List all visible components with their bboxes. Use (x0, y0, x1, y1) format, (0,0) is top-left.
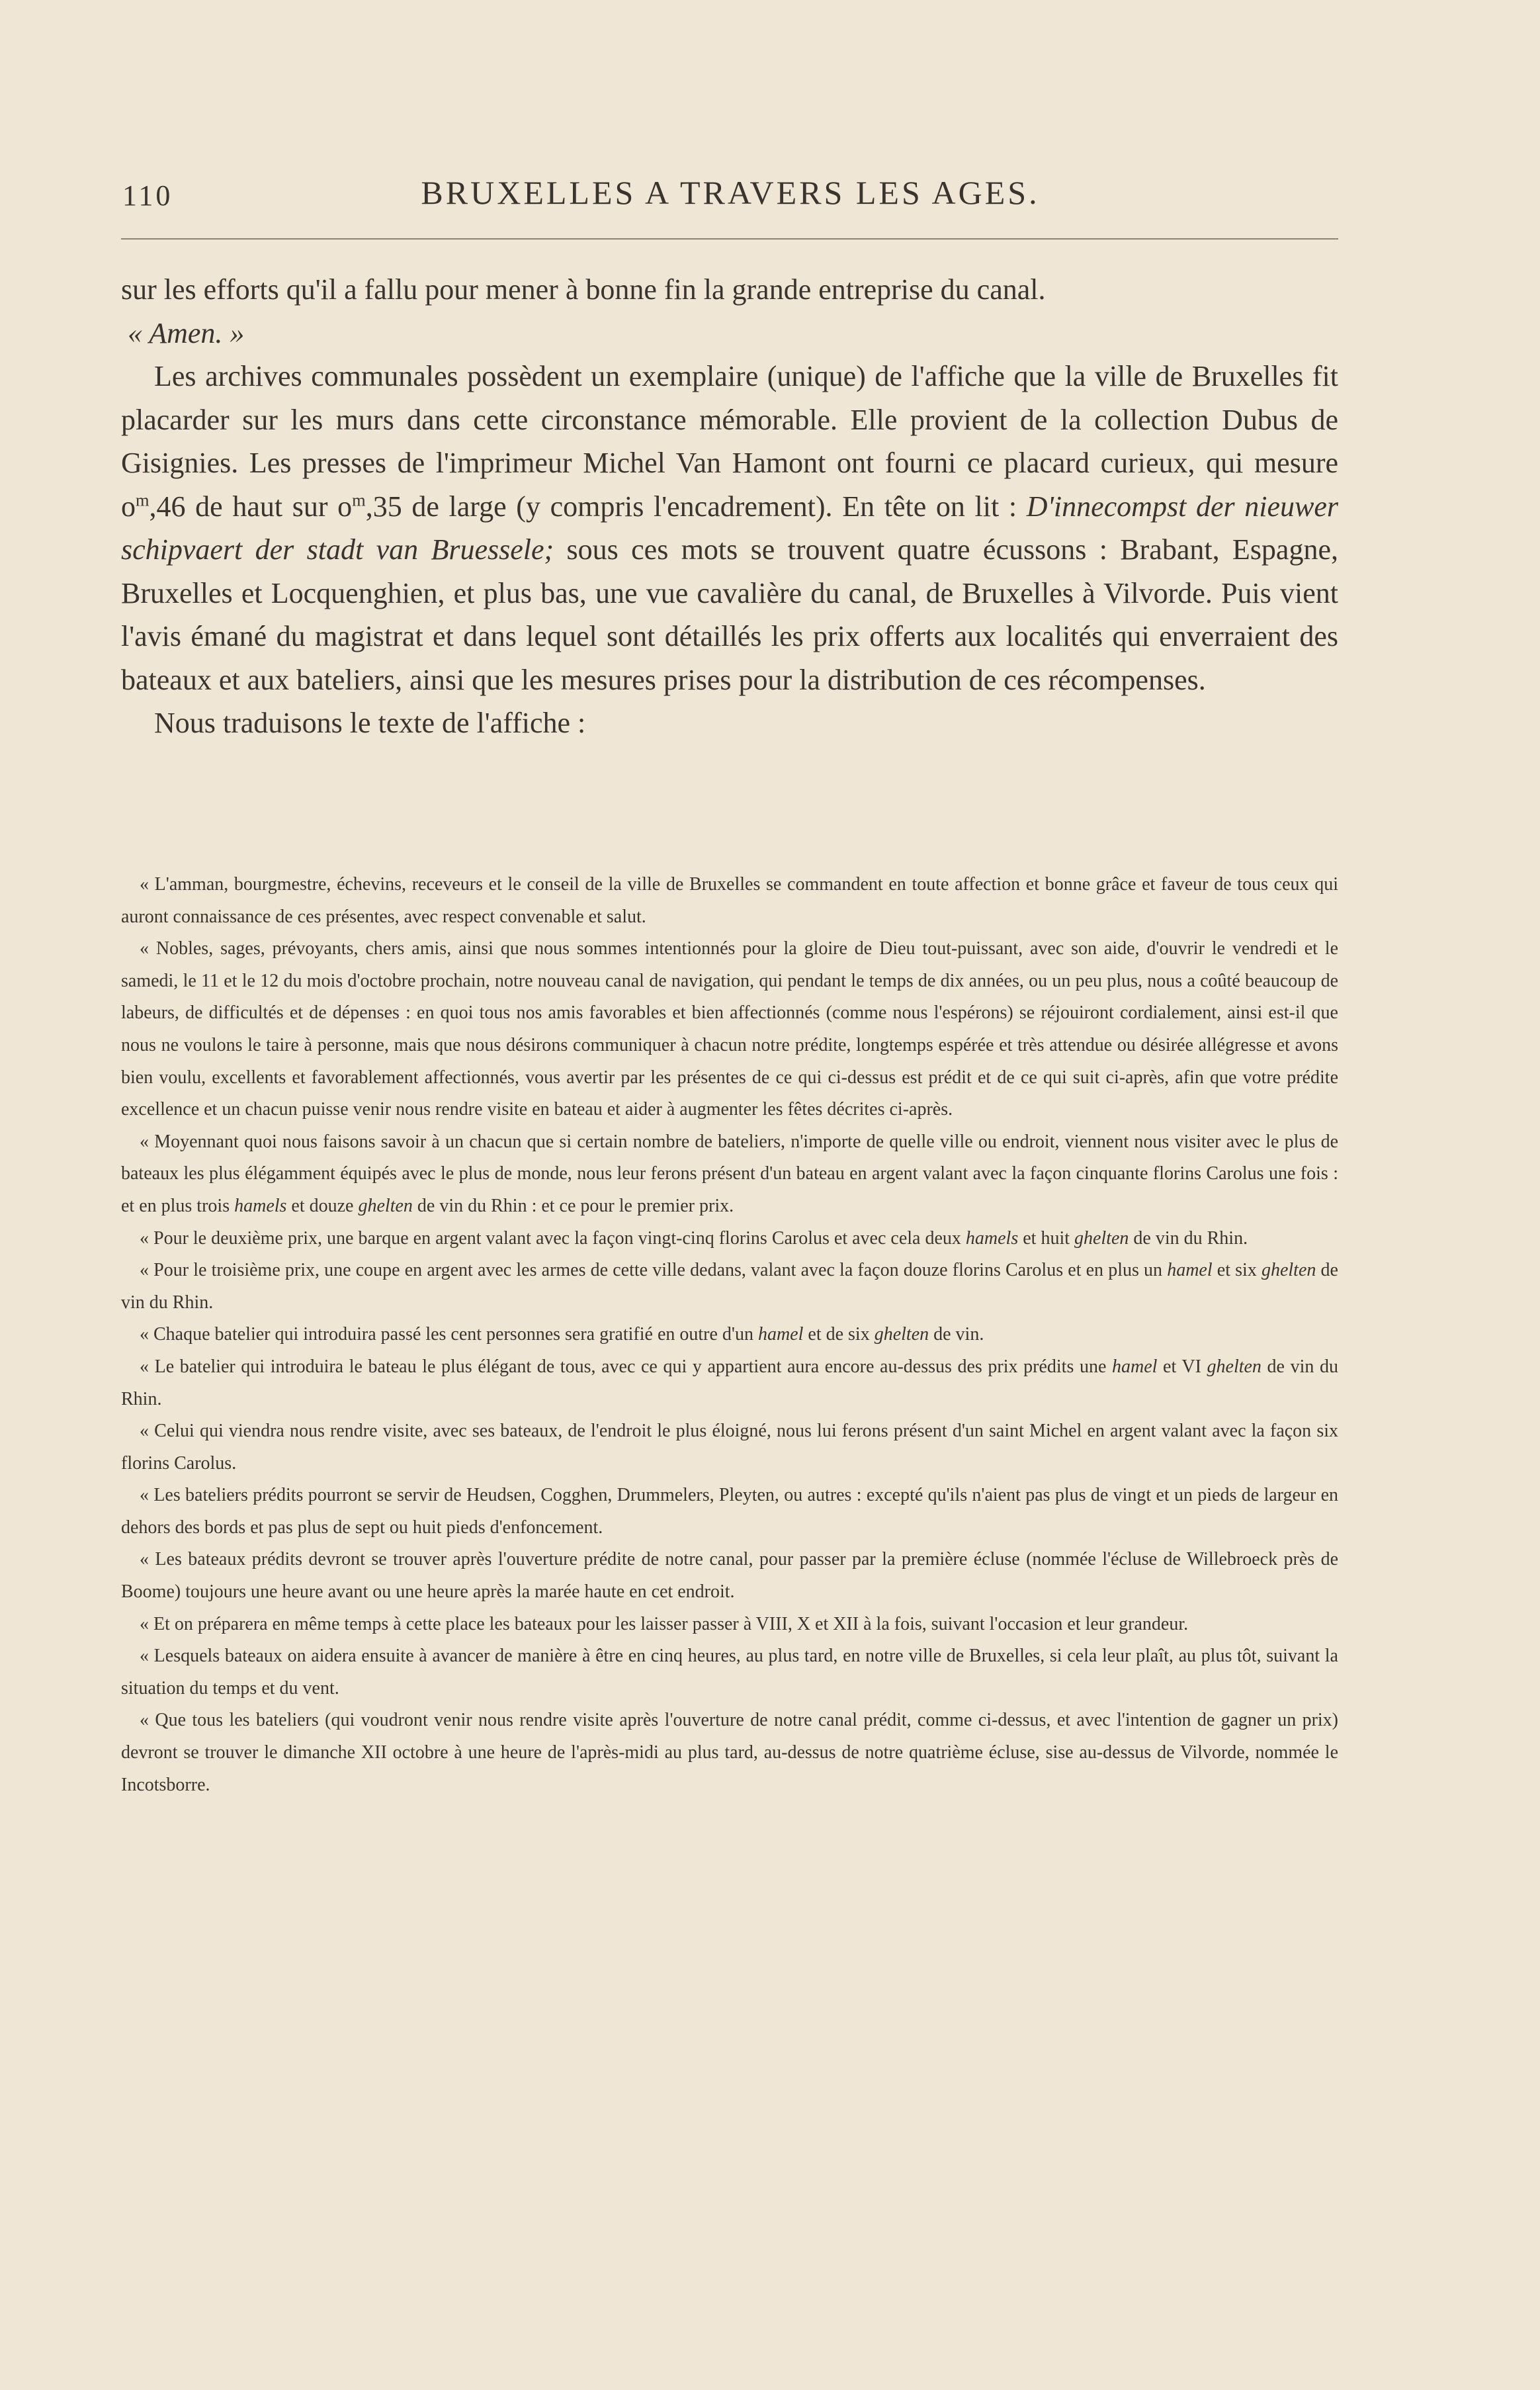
quote-paragraph: « Le batelier qui introduira le bateau le plus élégant de tous, avec ce qui y appartient aura encore au-dessus des prix prédits une hamel et VI ghelten de vin du Rhin. (121, 1356, 1338, 1409)
quote-paragraph: « Les bateaux prédits devront se trouver après l'ouverture prédite de notre canal, pour passer par la première écluse (nommée l'écluse de Willebroeck près de Boome) toujours une heure avant ou une heure après la marée haute en cet endroit. (121, 1549, 1338, 1603)
paragraph-archives: Les archives communales possèdent un exemplaire (unique) de l'affiche que la ville de Bruxelles fit placarder sur les murs dans cette circonstance mémorable. Elle provient de la collection Dubus de Gisignies. Les presses de l'imprimeur Michel Van Hamont ont fourni ce placard curieux, qui mesure $o^m,46$ de haut sur $o^m,35$ de large (y compris l'encadrement). En tête on lit : D'innecompst der nieuwer schipvaert der stadt van Bruessele; sous ces mots se trouvent quatre écussons : Brabant, Espagne, Bruxelles et Locquenghien, et plus bas, une vue cavalière du canal, de Bruxelles à Vilvorde. Puis vient l'avis émané du magistrat et dans lequel sont détaillés les prix offerts aux localités qui enverraient des bateaux et aux bateliers, ainsi que les mesures prises pour la distribution de ces récompenses. (121, 360, 1338, 696)
running-title: BRUXELLES A TRAVERS LES AGES. (421, 174, 1040, 211)
paragraph-intro-quote: Nous traduisons le texte de l'affiche : (154, 707, 586, 739)
amen-line: « Amen. » (128, 316, 245, 349)
quote-paragraph: « Chaque batelier qui introduira passé les cent personnes sera gratifié en outre d'un hamel et de six ghelten de vin. (140, 1324, 984, 1345)
header-rule (121, 238, 1338, 240)
main-text (121, 268, 1338, 745)
quote-paragraph: « Les bateliers prédits pourront se servir de Heudsen, Cogghen, Drummelers, Pleyten, ou autres : excepté qu'ils n'aient pas plus de vingt et un pieds de largeur en dehors des bords et pas plus de sept ou huit pieds d'enfoncement. (121, 1485, 1338, 1538)
quote-paragraph: « Pour le troisième prix, une coupe en argent avec les armes de cette ville dedans, valant avec la façon douze florins Carolus et en plus un hamel et six ghelten de vin du Rhin. (121, 1260, 1338, 1313)
quote-paragraph: « Lesquels bateaux on aidera ensuite à avancer de manière à être en cinq heures, au plus tard, en notre ville de Bruxelles, si cela leur plaît, au plus tôt, suivant la situation du temps et du vent. (121, 1646, 1338, 1699)
quote-paragraph: « Pour le deuxième prix, une barque en argent valant avec la façon vingt-cinq florins Carolus et avec cela deux hamels et huit ghelten de vin du Rhin. (140, 1227, 1248, 1249)
quote-paragraph: « Que tous les bateliers (qui voudront venir nous rendre visite après l'ouverture de notre canal prédit, comme ci-dessus, et avec l'intention de gagner un prix) devront se trouver le dimanche XII octobre à une heure de l'après-midi au plus tard, au-dessus de notre quatrième écluse, sise au-dessus de Vilvorde, nommée le Incotsborre. (121, 1710, 1338, 1795)
paragraph-continuation: sur les efforts qu'il a fallu pour mener à bonne fin la grande entreprise du canal. (121, 273, 1046, 306)
poster-title: D'innecompst der nieuwer schipvaert der stadt van Bruessele; (121, 490, 1338, 566)
running-head (122, 173, 1338, 220)
quote-paragraph: « L'amman, bourgmestre, échevins, receveurs et le conseil de la ville de Bruxelles se commandent en toute affection et bonne grâce et faveur de tous ceux qui auront connaissance de ces présentes, avec respect convenable et salut. (121, 874, 1338, 927)
poster-translation (121, 869, 1338, 1801)
quote-paragraph: « Moyennant quoi nous faisons savoir à un chacun que si certain nombre de bateliers, n'importe de quelle ville ou endroit, viennent nous visiter avec le plus de bateaux les plus élégamment équipés avec le plus de monde, nous leur ferons présent d'un bateau en argent valant avec la façon cinquante florins Carolus une fois : et en plus trois hamels et douze ghelten de vin du Rhin : et ce pour le premier prix. (121, 1131, 1338, 1216)
quote-paragraph: « Nobles, sages, prévoyants, chers amis, ainsi que nous sommes intentionnés pour la gloire de Dieu tout-puissant, avec son aide, d'ouvrir le vendredi et le samedi, le 11 et le 12 du mois d'octobre prochain, notre nouveau canal de navigation, qui pendant le temps de dix années, ou un peu plus, nous a coûté beaucoup de labeurs, de difficultés et de dépenses : en quoi tous nos amis favorables et bien affectionnés (comme nous l'espérons) se réjouiront cordialement, ainsi est-il que nous ne voulons le taire à personne, mais que nous désirons communiquer à chacun notre prédite, longtemps espérée et très attendue ou désirée allégresse et avons bien voulu, excellents et favorablement affectionnés, vous avertir par les présentes de ce qui ci-dessus est prédit et de ce qui suit ci-après, afin que votre prédite excellence et un chacun puisse venir nous rendre visite en bateau et aider à augmenter les fêtes décrites ci-après. (121, 938, 1338, 1120)
page-number: 110 (122, 179, 173, 212)
quote-paragraph: « Et on préparera en même temps à cette place les bateaux pour les laisser passer à VIII, X et XII à la fois, suivant l'occasion et leur grandeur. (140, 1613, 1189, 1634)
quote-paragraph: « Celui qui viendra nous rendre visite, avec ses bateaux, de l'endroit le plus éloigné, nous lui ferons présent d'un saint Michel en argent valant avec la façon six florins Carolus. (121, 1421, 1338, 1474)
